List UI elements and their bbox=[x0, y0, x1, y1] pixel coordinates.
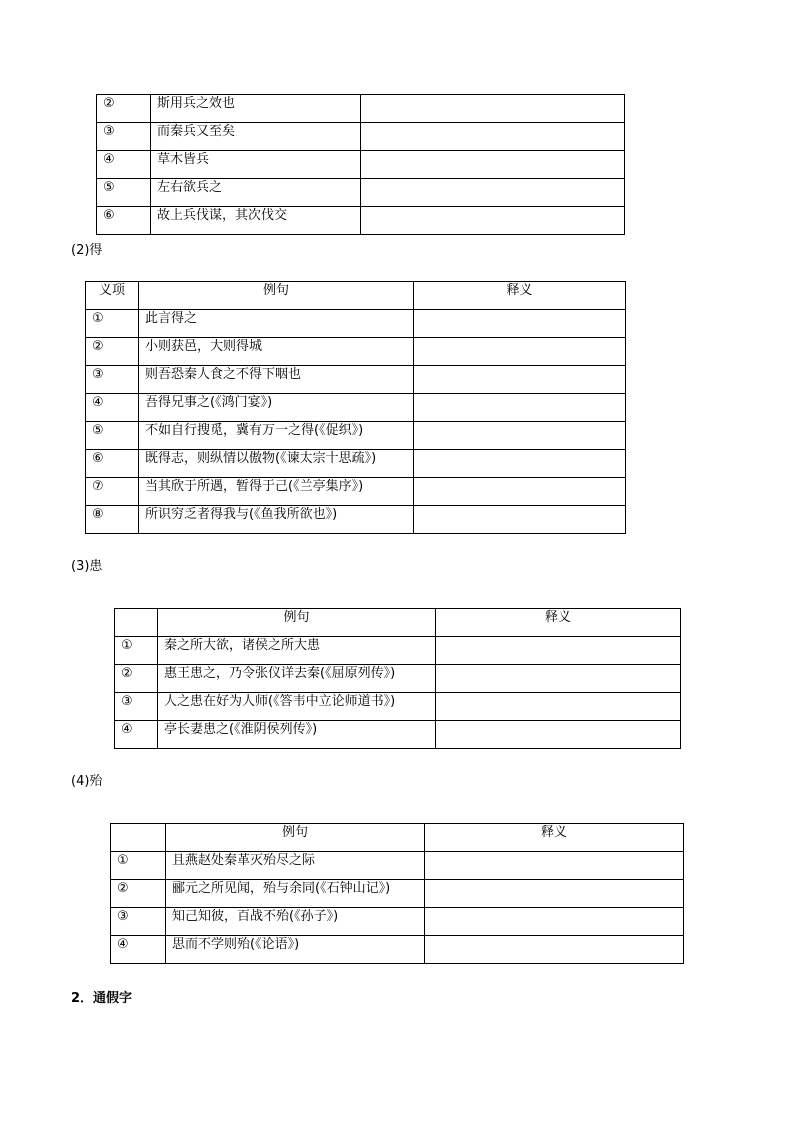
row-number: ⑥ bbox=[86, 450, 139, 478]
col-header-num: 义项 bbox=[86, 282, 139, 310]
table-header-row bbox=[115, 609, 681, 637]
table-row bbox=[115, 721, 681, 749]
example-sentence: 当其欣于所遇，暂得于己(《兰亭集序》) bbox=[139, 478, 414, 506]
row-number: ④ bbox=[97, 151, 151, 179]
section-heading-dai: (4)殆 bbox=[71, 774, 103, 789]
example-sentence: 郦元之所见闻，殆与余同(《石钟山记》) bbox=[166, 880, 425, 908]
meaning-cell[interactable] bbox=[414, 422, 626, 450]
table-row bbox=[111, 880, 684, 908]
bing-meaning-table bbox=[96, 94, 625, 235]
table-row bbox=[111, 852, 684, 880]
row-number: ③ bbox=[86, 366, 139, 394]
row-number: ③ bbox=[115, 693, 158, 721]
example-sentence: 知己知彼，百战不殆(《孙子》) bbox=[166, 908, 425, 936]
table-row bbox=[115, 665, 681, 693]
col-header-num bbox=[111, 824, 166, 852]
meaning-cell[interactable] bbox=[425, 880, 684, 908]
example-sentence: 吾得兄事之(《鸿门宴》) bbox=[139, 394, 414, 422]
dai-meaning-table bbox=[110, 823, 684, 964]
meaning-cell[interactable] bbox=[361, 207, 625, 235]
table-row bbox=[97, 151, 625, 179]
meaning-cell[interactable] bbox=[414, 478, 626, 506]
meaning-cell[interactable] bbox=[414, 310, 626, 338]
col-header-meaning: 释义 bbox=[436, 609, 681, 637]
example-sentence: 所识穷乏者得我与(《鱼我所欲也》) bbox=[139, 506, 414, 534]
example-sentence: 秦之所大欲，诸侯之所大患 bbox=[158, 637, 436, 665]
table-row bbox=[97, 179, 625, 207]
meaning-cell[interactable] bbox=[361, 179, 625, 207]
table-row bbox=[97, 123, 625, 151]
row-number: ① bbox=[86, 310, 139, 338]
example-sentence: 草木皆兵 bbox=[151, 151, 361, 179]
row-number: ⑤ bbox=[97, 179, 151, 207]
col-header-num bbox=[115, 609, 158, 637]
table-row bbox=[86, 422, 626, 450]
example-sentence: 亭长妻患之(《淮阴侯列传》) bbox=[158, 721, 436, 749]
meaning-cell[interactable] bbox=[425, 908, 684, 936]
example-sentence: 而秦兵又至矣 bbox=[151, 123, 361, 151]
meaning-cell[interactable] bbox=[361, 95, 625, 123]
row-number: ① bbox=[111, 852, 166, 880]
meaning-cell[interactable] bbox=[361, 151, 625, 179]
example-sentence: 小则获邑，大则得城 bbox=[139, 338, 414, 366]
example-sentence: 人之患在好为人师(《答韦中立论师道书》) bbox=[158, 693, 436, 721]
row-number: ⑤ bbox=[86, 422, 139, 450]
col-header-meaning: 释义 bbox=[425, 824, 684, 852]
row-number: ⑥ bbox=[97, 207, 151, 235]
example-sentence: 则吾恐秦人食之不得下咽也 bbox=[139, 366, 414, 394]
meaning-cell[interactable] bbox=[436, 665, 681, 693]
row-number: ⑦ bbox=[86, 478, 139, 506]
col-header-meaning: 释义 bbox=[414, 282, 626, 310]
de-meaning-table bbox=[85, 281, 626, 534]
row-number: ② bbox=[86, 338, 139, 366]
meaning-cell[interactable] bbox=[436, 693, 681, 721]
meaning-cell[interactable] bbox=[414, 394, 626, 422]
table-row bbox=[97, 207, 625, 235]
row-number: ③ bbox=[97, 123, 151, 151]
row-number: ④ bbox=[115, 721, 158, 749]
example-sentence: 左右欲兵之 bbox=[151, 179, 361, 207]
table-row bbox=[86, 310, 626, 338]
meaning-cell[interactable] bbox=[436, 637, 681, 665]
meaning-cell[interactable] bbox=[425, 852, 684, 880]
table-header-row bbox=[111, 824, 684, 852]
table-row bbox=[97, 95, 625, 123]
row-number: ⑧ bbox=[86, 506, 139, 534]
table-row bbox=[111, 908, 684, 936]
table-row bbox=[115, 693, 681, 721]
table-header-row bbox=[86, 282, 626, 310]
row-number: ② bbox=[97, 95, 151, 123]
meaning-cell[interactable] bbox=[414, 506, 626, 534]
row-number: ④ bbox=[111, 936, 166, 964]
huan-meaning-table bbox=[114, 608, 681, 749]
col-header-example: 例句 bbox=[166, 824, 425, 852]
table-row bbox=[111, 936, 684, 964]
col-header-example: 例句 bbox=[139, 282, 414, 310]
meaning-cell[interactable] bbox=[414, 366, 626, 394]
table-row bbox=[86, 478, 626, 506]
example-sentence: 且燕赵处秦革灭殆尽之际 bbox=[166, 852, 425, 880]
section-heading-de: (2)得 bbox=[71, 243, 103, 258]
row-number: ① bbox=[115, 637, 158, 665]
col-header-example: 例句 bbox=[158, 609, 436, 637]
table-row bbox=[86, 366, 626, 394]
meaning-cell[interactable] bbox=[414, 450, 626, 478]
meaning-cell[interactable] bbox=[361, 123, 625, 151]
table-row bbox=[86, 506, 626, 534]
meaning-cell[interactable] bbox=[414, 338, 626, 366]
table-row bbox=[86, 450, 626, 478]
example-sentence: 此言得之 bbox=[139, 310, 414, 338]
example-sentence: 惠王患之，乃令张仪详去秦(《屈原列传》) bbox=[158, 665, 436, 693]
meaning-cell[interactable] bbox=[425, 936, 684, 964]
example-sentence: 不如自行搜觅，冀有万一之得(《促织》) bbox=[139, 422, 414, 450]
example-sentence: 既得志，则纵情以傲物(《谏太宗十思疏》) bbox=[139, 450, 414, 478]
table-row bbox=[115, 637, 681, 665]
row-number: ③ bbox=[111, 908, 166, 936]
table-row bbox=[86, 394, 626, 422]
row-number: ④ bbox=[86, 394, 139, 422]
example-sentence: 故上兵伐谋，其次伐交 bbox=[151, 207, 361, 235]
example-sentence: 思而不学则殆(《论语》) bbox=[166, 936, 425, 964]
example-sentence: 斯用兵之效也 bbox=[151, 95, 361, 123]
row-number: ② bbox=[111, 880, 166, 908]
table-row bbox=[86, 338, 626, 366]
section-heading-tongjiazi: 2．通假字 bbox=[71, 991, 133, 1006]
row-number: ② bbox=[115, 665, 158, 693]
meaning-cell[interactable] bbox=[436, 721, 681, 749]
section-heading-huan: (3)患 bbox=[71, 559, 103, 574]
